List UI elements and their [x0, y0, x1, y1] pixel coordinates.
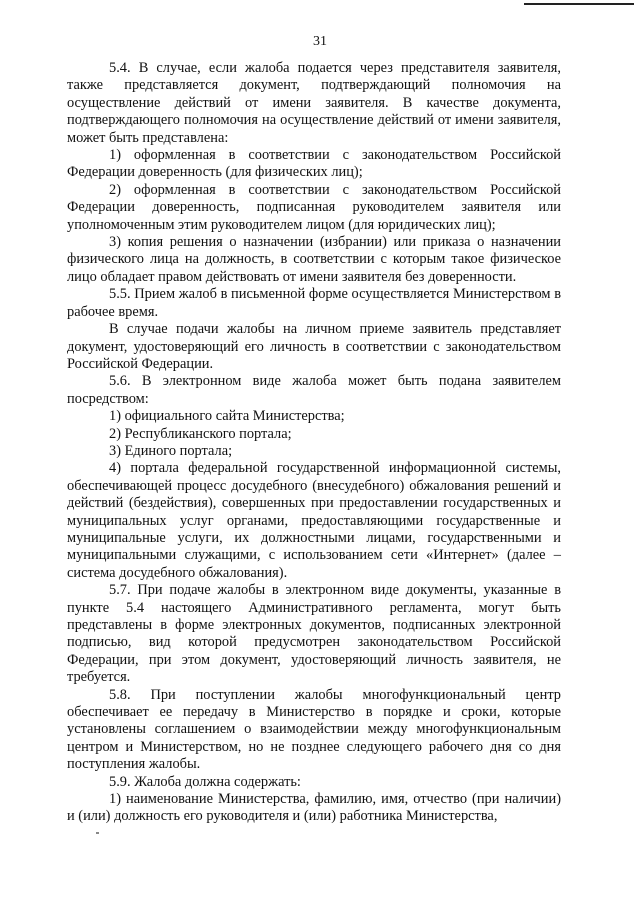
document-body	[67, 60, 561, 826]
paragraph-5-4-item-3: 3) копия решения о назначении (избрании) или приказа о назначении физического лица на должность, в соответствии с которым такое физическое лицо обладает правом действовать от имени заявителя без доверенности.	[67, 234, 561, 285]
paragraph-5-8: 5.8. При поступлении жалобы многофункциональный центр обеспечивает ее передачу в Министерство в порядке и сроки, которые установлены соглашением о взаимодействии между многофункциональным центром и Министерством, но не позднее следующего рабочего дня со дня поступления жалобы.	[67, 686, 561, 773]
paragraph-5-9-item-1: 1) наименование Министерства, фамилию, имя, отчество (при наличии) и (или) должность его руководителя и (или) работника Министерства,	[67, 791, 561, 825]
scan-speck	[96, 832, 99, 834]
paragraph-5-9: 5.9. Жалоба должна содержать:	[109, 773, 301, 790]
paragraph-5-4-item-2: 2) оформленная в соответствии с законодательством Российской Федерации доверенность, подписанная руководителем заявителя или уполномоченным этим руководителем лицом (для юридических лиц);	[67, 181, 561, 233]
paragraph-5-6: 5.6. В электронном виде жалоба может быть подана заявителем посредством:	[67, 373, 561, 407]
paragraph-5-6-item-4: 4) портала федеральной государственной информационной системы, обеспечивающей процесс досудебного (внесудебного) обжалования решений и действий (бездействия), совершенных при предоставлении государственных и муниципальных услуг органами, предоставляющими государственные и муниципальные услуги, их должностными лицами, государственными и муниципальными служащими, с использованием сети «Интернет» (далее – система досудебного обжалования).	[67, 460, 561, 581]
paragraph-5-5-personal: В случае подачи жалобы на личном приеме заявитель представляет документ, удостоверяющий его личность в соответствии с законодательством Российской Федерации.	[67, 321, 561, 372]
page-number: 31	[313, 34, 327, 49]
paragraph-5-7: 5.7. При подаче жалобы в электронном виде документы, указанные в пункте 5.4 настоящего Административного регламента, могут быть представлены в форме электронных документов, подписанных электронной подписью, вид которой предусмотрен законодательством Российской Федерации, при этом документ, удостоверяющий личность заявителя, не требуется.	[67, 582, 561, 686]
paragraph-5-4: 5.4. В случае, если жалоба подается через представителя заявителя, также представляется документ, подтверждающий полномочия на осуществление действий от имени заявителя. В качестве документа, подтверждающего полномочия на осуществление действий от имени заявителя, может быть представлена:	[67, 60, 561, 146]
paragraph-5-5: 5.5. Прием жалоб в письменной форме осуществляется Министерством в рабочее время.	[67, 286, 561, 320]
paragraph-5-6-item-1: 1) официального сайта Министерства;	[109, 408, 345, 425]
paragraph-5-6-item-3: 3) Единого портала;	[109, 442, 233, 459]
scan-edge-mark	[524, 3, 634, 5]
paragraph-5-6-item-2: 2) Республиканского портала;	[109, 425, 292, 442]
paragraph-5-4-item-1: 1) оформленная в соответствии с законодательством Российской Федерации доверенность (для физических лиц);	[67, 147, 561, 181]
